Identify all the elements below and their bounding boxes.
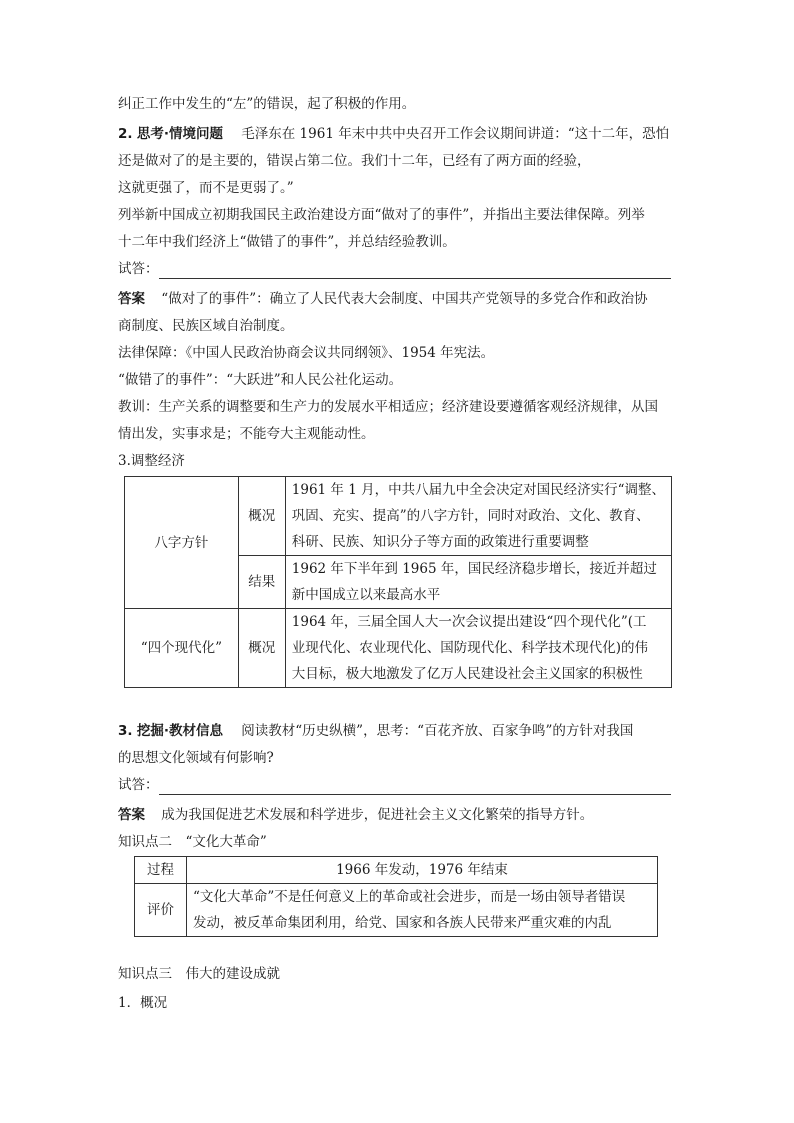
q2-number: 2. [118, 126, 133, 142]
overview-line-1: 1961 年 1 月，中共八届九中全会决定对国民经济实行“调整、 [291, 482, 665, 498]
result-line-1: 1962 年下半年到 1965 年，国民经济稳步增长，接近并超过 [291, 561, 657, 577]
economic-adjustment-table [124, 476, 672, 688]
q2-answer-blank[interactable] [159, 264, 671, 279]
q2-quote-3: 这就更强了，而不是更弱了。” [118, 180, 294, 196]
evaluation-content-cell [187, 884, 658, 937]
q3-answer-label: 答案 [118, 807, 145, 823]
top-line: 纠正工作中发生的“左”的错误，起了积极的作用。 [118, 96, 416, 112]
q2-answer-2: 商制度、民族区域自治制度。 [118, 318, 294, 334]
q3-text-2: 的思想文化领域有何影响? [118, 750, 274, 766]
cultural-revolution-table [134, 856, 658, 937]
q2-answer-5: 教训：生产关系的调整要和生产力的发展水平相适应；经济建设要遵循客观经济规律，从国 [118, 399, 658, 415]
knowledge3-title: 知识点三 伟大的建设成就 [118, 966, 280, 982]
q2-answer-3: 法律保障：《中国人民政治协商会议共同纲领》、1954 年宪法。 [118, 345, 495, 361]
q3-answer-text: 成为我国促进艺术发展和科学进步，促进社会主义文化繁荣的指导方针。 [161, 807, 594, 823]
table-row [125, 477, 672, 556]
modern-overview-label-cell: 概况 [238, 609, 285, 688]
modern-line-2: 业现代化、农业现代化、国防现代化、科学技术现代化)的伟 [291, 640, 649, 656]
q2-answer-label: 答案 [118, 291, 145, 307]
q3-text-1: 阅读教材“历史纵横”，思考：“百花齐放、百家争鸣”的方针对我国 [241, 723, 634, 739]
q3-heading-line [118, 721, 633, 741]
overview-label-cell: 概况 [238, 477, 285, 556]
section3-title: 3.调整经济 [118, 453, 185, 469]
result-line-2: 新中国成立以来最高水平 [291, 587, 441, 603]
evaluation-line-1: “文化大革命”不是任何意义上的革命或社会进步，而是一场由领导者错误 [193, 889, 626, 905]
modern-content-cell [285, 609, 671, 688]
modern-line-3: 大目标，极大地激发了亿万人民建设社会主义国家的积极性 [291, 666, 643, 682]
q3-heading: 挖掘·教材信息 [136, 723, 223, 739]
table-row [125, 609, 672, 688]
q3-answer-line [118, 805, 593, 825]
modernization-cell: “四个现代化” [125, 609, 239, 688]
q3-try-label: 试答： [118, 777, 159, 793]
knowledge2-title: 知识点二 “文化大革命” [118, 834, 267, 850]
evaluation-line-2: 发动，被反革命集团利用，给党、国家和各族人民带来严重灾难的内乱 [193, 915, 612, 931]
q2-heading: 思考·情境问题 [136, 126, 223, 142]
q2-try-label: 试答： [118, 261, 159, 277]
evaluation-label-cell: 评价 [135, 884, 187, 937]
overview-line-3: 科研、民族、知识分子等方面的政策进行重要调整 [291, 534, 589, 550]
q2-quote-1: 毛泽东在 1961 年末中共中央召开工作会议期间讲道：“这十二年，恐怕 [241, 126, 670, 142]
table-row [135, 884, 658, 937]
process-content-cell: 1966 年发动，1976 年结束 [187, 857, 658, 884]
overview-content-cell [285, 477, 671, 556]
result-label-cell: 结果 [238, 556, 285, 609]
q3-try-line [118, 775, 671, 795]
q2-task-1: 列举新中国成立初期我国民主政治建设方面“做对了的事件”，并指出主要法律保障。列举 [118, 207, 645, 223]
q2-answer-4: “做错了的事件”：“大跃进”和人民公社化运动。 [118, 372, 403, 388]
q2-try-line [118, 259, 671, 279]
q3-answer-blank[interactable] [159, 780, 671, 795]
q2-answer-6: 情出发，实事求是；不能夸大主观能动性。 [118, 426, 375, 442]
q2-answer-line-1 [118, 289, 648, 309]
table-row [135, 857, 658, 884]
q2-answer-1: “做对了的事件”：确立了人民代表大会制度、中国共产党领导的多党合作和政治协 [161, 291, 648, 307]
policy-cell: 八字方针 [125, 477, 239, 609]
overview-line-2: 巩固、充实、提高”的八字方针，同时对政治、文化、教育、 [291, 508, 650, 524]
result-content-cell [285, 556, 671, 609]
q3-number: 3. [118, 723, 133, 739]
q2-task-2: 十二年中我们经济上“做错了的事件”，并总结经验教训。 [118, 234, 456, 250]
q2-quote-2: 还是做对了的是主要的，错误占第二位。我们十二年，已经有了两方面的经验， [118, 153, 591, 169]
q2-heading-line [118, 124, 669, 144]
process-label-cell: 过程 [135, 857, 187, 884]
modern-line-1: 1964 年，三届全国人大一次会议提出建设“四个现代化”(工 [291, 614, 647, 630]
overview-heading: 1．概况 [118, 995, 168, 1011]
